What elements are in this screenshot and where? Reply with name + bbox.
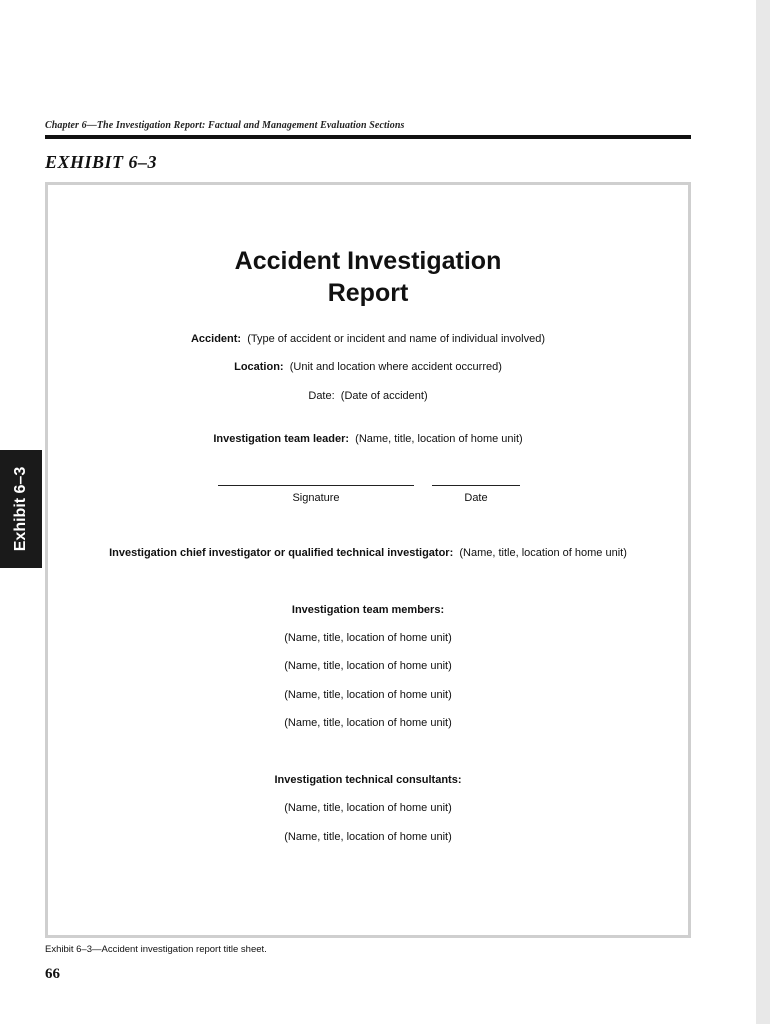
technical-consultants-label: Investigation technical consultants: bbox=[274, 774, 462, 786]
report-title-line-2: Report bbox=[327, 279, 409, 307]
report-title-line-1: Accident Investigation bbox=[234, 247, 502, 275]
technical-consultant-item: (Name, title, location of home unit) bbox=[284, 802, 452, 814]
location-value: (Unit and location where accident occurred) bbox=[289, 361, 502, 373]
chapter-header: Chapter 6—The Investigation Report: Factual and Management Evaluation Sections bbox=[45, 120, 405, 131]
signature-rule bbox=[218, 485, 414, 486]
location-line bbox=[48, 361, 688, 373]
signature-date-rule bbox=[432, 485, 520, 486]
team-members-heading bbox=[48, 604, 688, 616]
signature-field bbox=[218, 485, 414, 504]
team-member-item: (Name, title, location of home unit) bbox=[284, 632, 452, 644]
team-members-label: Investigation team members: bbox=[291, 604, 445, 616]
exhibit-title: EXHIBIT 6–3 bbox=[45, 152, 158, 172]
team-member-item: (Name, title, location of home unit) bbox=[284, 689, 452, 701]
report-form-frame bbox=[45, 182, 691, 938]
team-leader-line bbox=[48, 433, 688, 445]
report-title bbox=[48, 245, 688, 309]
team-leader-value: (Name, title, location of home unit) bbox=[355, 433, 523, 445]
technical-consultant-item: (Name, title, location of home unit) bbox=[284, 831, 452, 843]
accident-label: Accident: bbox=[190, 333, 242, 345]
header-rule bbox=[45, 135, 691, 139]
chief-investigator-line bbox=[48, 547, 688, 559]
exhibit-side-tab bbox=[0, 450, 42, 568]
page-number: 66 bbox=[45, 966, 60, 982]
side-tab-label: Exhibit 6–3 bbox=[12, 466, 29, 552]
accident-line bbox=[48, 333, 688, 345]
signature-date-label: Date bbox=[464, 492, 488, 504]
team-member-item: (Name, title, location of home unit) bbox=[284, 660, 452, 672]
accident-value: (Type of accident or incident and name of individual involved) bbox=[247, 333, 546, 345]
chief-investigator-value: (Name, title, location of home unit) bbox=[459, 547, 627, 559]
chief-investigator-label: Investigation chief investigator or qualified technical investigator: bbox=[109, 547, 454, 559]
team-member-item: (Name, title, location of home unit) bbox=[284, 717, 452, 729]
location-label: Location: bbox=[234, 361, 284, 373]
team-leader-label: Investigation team leader: bbox=[213, 433, 350, 445]
page-edge-bar bbox=[756, 0, 770, 1024]
exhibit-caption: Exhibit 6–3—Accident investigation report title sheet. bbox=[45, 944, 267, 955]
date-label: Date: bbox=[308, 390, 335, 402]
signature-date-field bbox=[432, 485, 520, 504]
date-line bbox=[48, 390, 688, 402]
date-value: (Date of accident) bbox=[340, 390, 428, 402]
signature-label: Signature bbox=[292, 492, 340, 504]
technical-consultants-heading bbox=[48, 774, 688, 786]
